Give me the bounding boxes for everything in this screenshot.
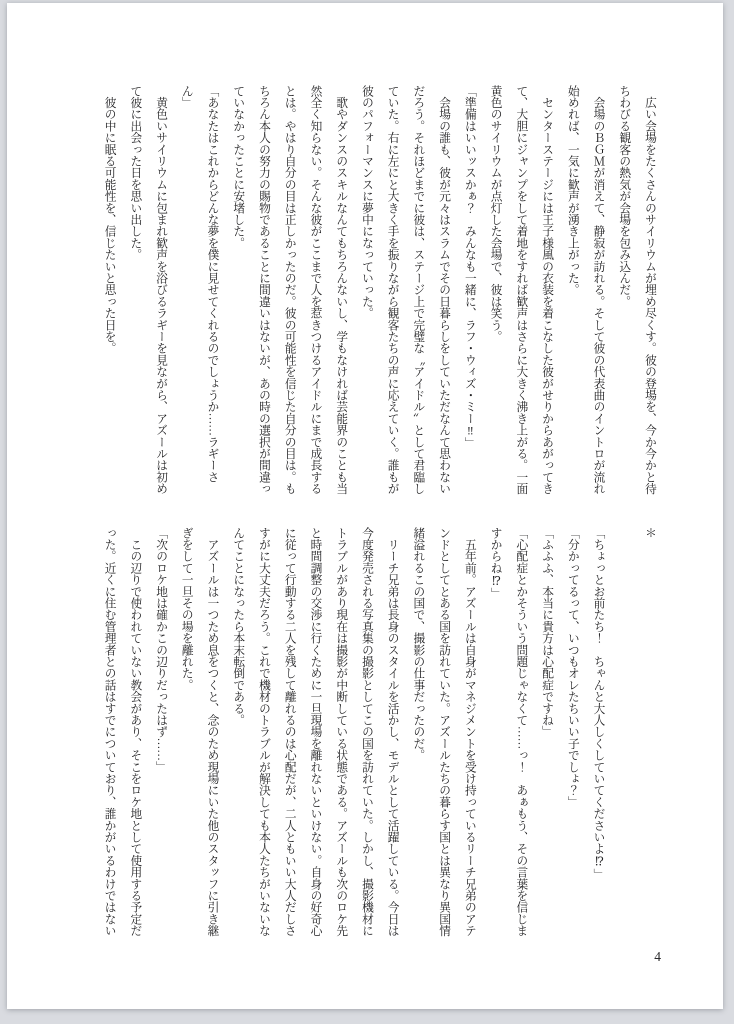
paragraph: 「分かってるって、いつもオレたちいい子でしょ？」 [566, 527, 580, 808]
novel-page [7, 3, 723, 1009]
paragraph: この辺りで使われていない教会があり、そこをロケ地として使用する予定だった。近くに住む管理者との話はすでについており、誰かがいるわけではない [103, 527, 143, 937]
paragraph: アズールは一つため息をつくと、念のため現場にいた他のスタッフに引き継ぎをして一旦その場を離れた。 [180, 527, 220, 937]
text-section-flashback [97, 527, 663, 939]
paragraph: 「あなたはこれからどんな夢を僕に見せてくれるのでしょうか……ラギーさん」 [180, 85, 220, 483]
paragraph: リーチ兄弟は長身のスタイルを活かし、モデルとして活躍している。今日は今度発売される写真集の撮影としてこの国を訪れていた。しかし、撮影機材にトラブルがあり現在は撮影が中断している状態である。アズールも次のロケ先と時間調整の交渉に行くために一旦現場を離れないといけない。自身の好奇心に従って行動する二人を残して離れるのは心配だが、二人ともいい大人だしさすがに大丈夫だろう。これで機材のトラブルが解決しても本人たちがいないなんてことになったら本末転倒である。 [232, 527, 400, 937]
paragraph: 会場の誰も、彼が元々はスラムでその日暮らしをしていただなんて思わないだろう。それほどまでに彼は、ステージ上で完璧な〝アイドル〟として君臨していた。右に左にと大きく手を振りながら観客たちの声に応えていく。誰もが彼のパフォーマンスに夢中になっていった。 [360, 85, 452, 495]
paragraph: 黄色いサイリウムに包まれ歓声を浴びるラギーを見ながら、アズールは初めて彼に出会った日を思い出した。 [129, 85, 169, 495]
paragraph [612, 527, 638, 939]
paragraph: 「次のロケ地は確かこの辺りだったはず……」 [155, 527, 169, 773]
paragraph: 「ふふふ、本当に貴方は心配症ですね」 [541, 527, 555, 738]
section-separator: ＊ [644, 527, 657, 539]
paragraph: 五年前。アズールは自身がマネジメントを受け持っているリーチ兄弟のアテンドとしてとある国を訪れていた。アズールたちの暮らす国とは異なり異国情緒溢れるこの国で、撮影の仕事だったのだ。 [412, 527, 477, 937]
paragraph: 彼の中に眠る可能性を、信じたいと思った日を。 [103, 85, 117, 355]
page-number: 4 [654, 949, 661, 964]
paragraph: 歌やダンスのスキルなんてもちろんないし、学もなければ芸能界のことも当然全く知らない。そんな彼がここまで人を惹きつけるアイドルにまで成長するとは。やはり自分の目は正しかったのだ。彼の可能性を信じた自分の目は。もちろん本人の努力の賜物であることに間違いはないが、あの時の選択が間違っていなかったことに安堵した。 [232, 85, 349, 495]
paragraph: 広い会場をたくさんのサイリウムが埋め尽くす。彼の登場を、今か今かと待ちわびる観客の熱気が会場を包み込んだ。 [618, 85, 657, 495]
paragraph: 「準備はいいッスかぁ？ みんなも一緒に、ラフ・ウィズ・ミー‼」 [463, 85, 477, 449]
paragraph: 会場のＢＧＭが消えて、静寂が訪れる。そして彼の代表曲のイントロが流れ始めれば、一気に歓声が湧き上がった。 [566, 85, 606, 495]
paragraph: 「心配症とかそういう問題じゃなくて……っ！ あぁもう、その言葉を信じますからね⁉」 [489, 527, 529, 937]
text-section-concert [97, 85, 663, 497]
paragraph: センターステージには王子様風の衣装を着こなした彼がせりからあがってきて、大胆にジャンプをして着地をすれば歓声はさらに大きく沸き上がる。一面黄色のサイリウムが点灯した会場で、彼は笑う。 [489, 85, 555, 495]
paragraph: 「ちょっとお前たち！ ちゃんと大人しくしていてくださいよ⁉」 [592, 527, 606, 881]
